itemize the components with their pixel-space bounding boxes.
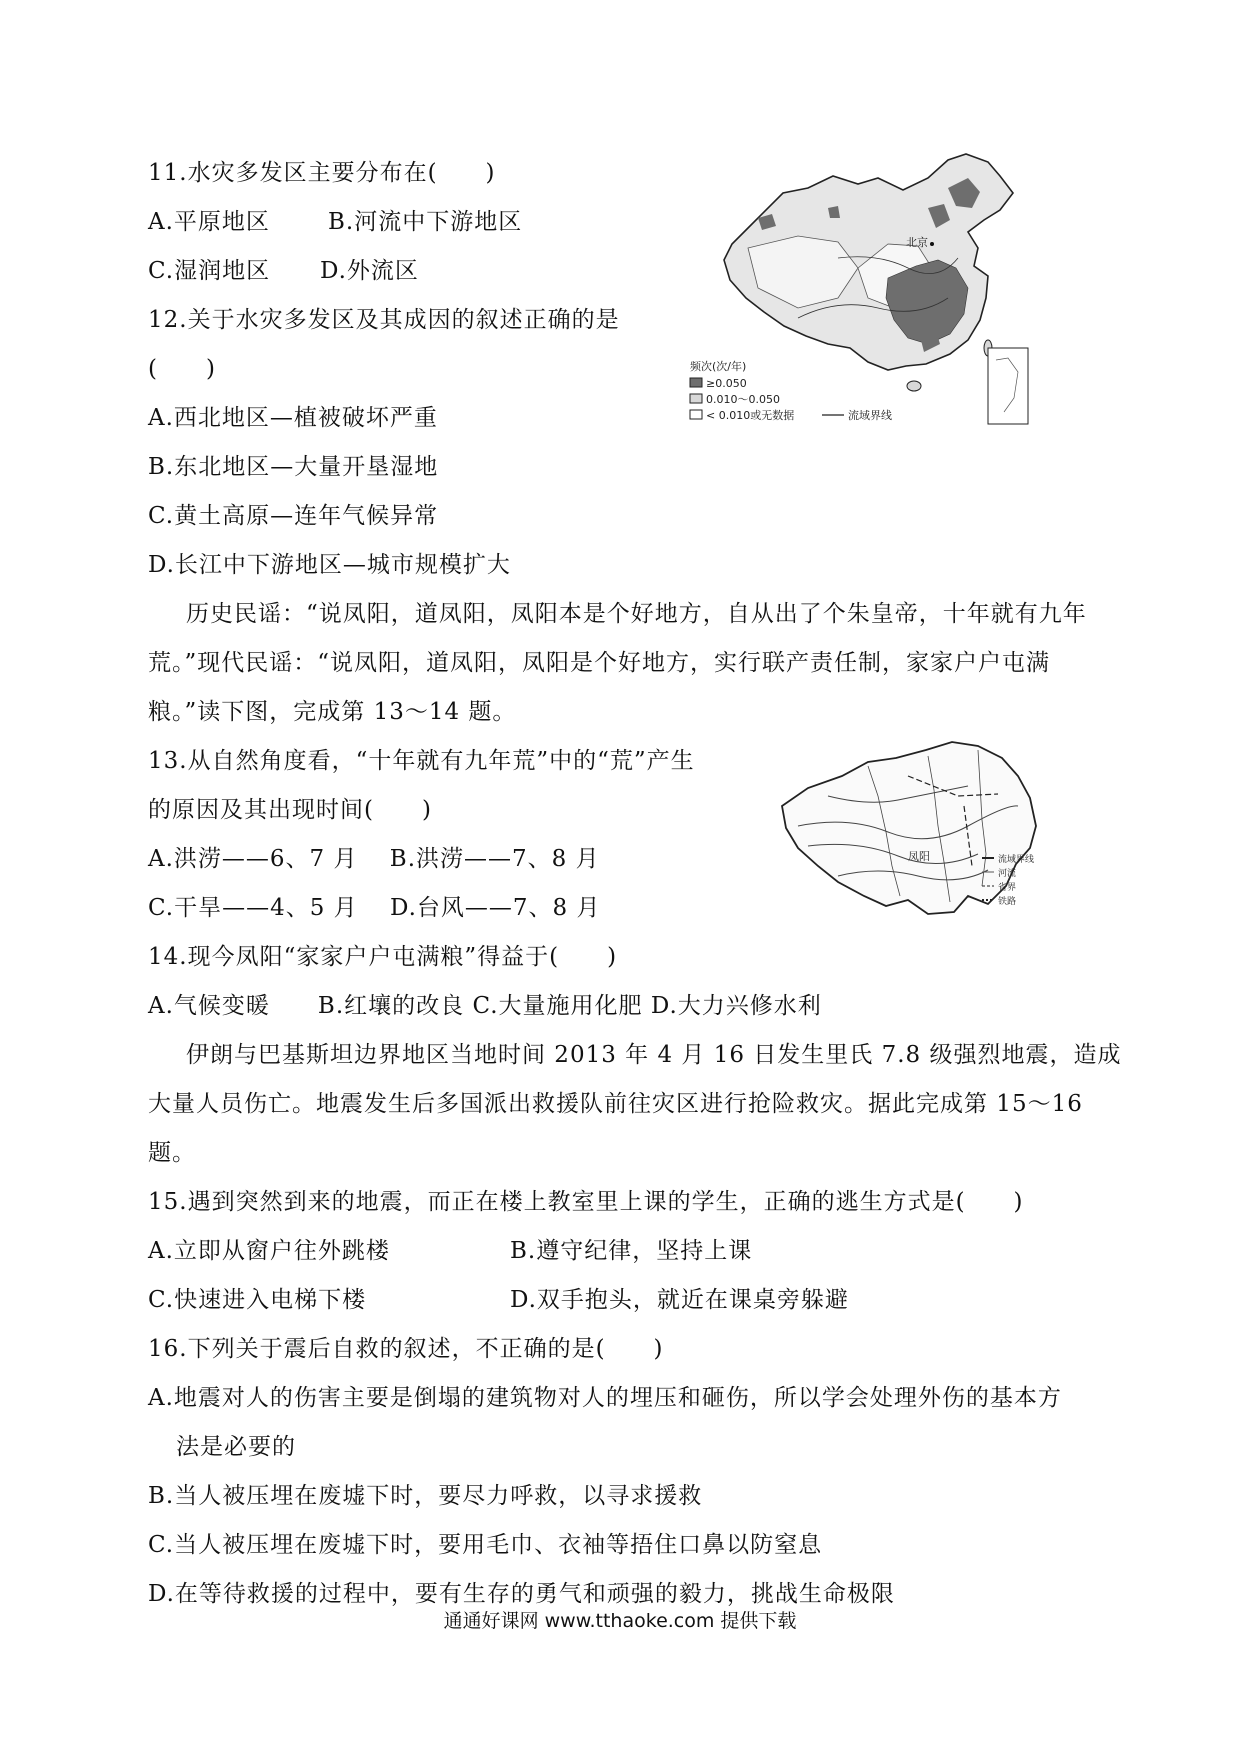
q11-stem: 11.水灾多发区主要分布在( ) — [148, 160, 496, 186]
q15-option-c: C.快速进入电梯下楼 — [148, 1287, 367, 1313]
q16-option-a-line1: A.地震对人的伤害主要是倒塌的建筑物对人的埋压和砸伤，所以学会处理外伤的基本方 — [148, 1385, 1062, 1411]
q11-option-d: D.外流区 — [320, 258, 419, 284]
q16-option-b: B.当人被压埋在废墟下时，要尽力呼救，以寻求援救 — [148, 1483, 703, 1509]
q16-stem: 16.下列关于震后自救的叙述，不正确的是( ) — [148, 1336, 664, 1362]
intro-13-14-line3: 粮。”读下图，完成第 13～14 题。 — [148, 699, 517, 725]
q16-option-d: D.在等待救援的过程中，要有生存的勇气和顽强的毅力，挑战生命极限 — [148, 1581, 895, 1607]
china-flood-frequency-map — [688, 148, 1066, 444]
q16-option-c: C.当人被压埋在废墟下时，要用毛巾、衣袖等捂住口鼻以防窒息 — [148, 1532, 823, 1558]
q12-option-c: C.黄土高原—连年气候异常 — [148, 503, 439, 529]
q11-option-a: A.平原地区 — [148, 209, 270, 235]
map2-legend-river: 河流 — [998, 869, 1017, 879]
q15-option-a: A.立即从窗户往外跳楼 — [148, 1238, 390, 1264]
map2-legend-province: 省界 — [998, 883, 1017, 893]
q12-option-b: B.东北地区—大量开垦湿地 — [148, 454, 439, 480]
legend-swatch-mid — [690, 394, 702, 403]
q15-option-d: D.双手抱头，就近在课桌旁躲避 — [510, 1287, 849, 1313]
map2-legend-basin: 流域界线 — [998, 855, 1035, 865]
q11-option-b: B.河流中下游地区 — [328, 209, 523, 235]
intro-13-14-line2: 荒。”现代民谣：“说凤阳，道凤阳，凤阳是个好地方，实行联产责任制，家家户户屯满 — [148, 650, 1051, 676]
q12-option-a: A.西北地区—植被破坏严重 — [148, 405, 438, 431]
q14-stem: 14.现今凤阳“家家户户屯满粮”得益于( ) — [148, 944, 618, 970]
q13-options-ab: A.洪涝——6、7 月 B.洪涝——7、8 月 — [148, 846, 600, 872]
q15-stem: 15.遇到突然到来的地震，而正在楼上教室里上课的学生，正确的逃生方式是( ) — [148, 1189, 1024, 1215]
intro-15-16-line2: 大量人员伤亡。地震发生后多国派出救援队前往灾区进行抢险救灾。据此完成第 15～16 — [148, 1091, 1083, 1117]
legend-swatch-high — [690, 378, 702, 387]
legend-item-low: < 0.010或无数据 — [706, 409, 795, 422]
fengyang-label: 凤阳 — [908, 850, 930, 863]
q13-options-cd: C.干旱——4、5 月 D.台风——7、8 月 — [148, 895, 601, 921]
intro-13-14-line1: 历史民谣：“说凤阳，道凤阳，凤阳本是个好地方，自从出了个朱皇帝，十年就有九年 — [186, 601, 1087, 627]
fengyang-basin-map — [768, 736, 1058, 928]
legend-boundary-label: 流域界线 — [848, 409, 892, 422]
map2-legend-railway: 铁路 — [998, 897, 1017, 907]
q14-options: A.气候变暖 B.红壤的改良 C.大量施用化肥 D.大力兴修水利 — [148, 993, 822, 1019]
q13-stem-line1: 13.从自然角度看，“十年就有九年荒”中的“荒”产生 — [148, 748, 695, 774]
q12-stem: 12.关于水灾多发区及其成因的叙述正确的是 — [148, 307, 620, 333]
q15-option-b: B.遵守纪律，坚持上课 — [510, 1238, 753, 1264]
q16-option-a-line2: 法是必要的 — [176, 1434, 296, 1460]
q12-option-d: D.长江中下游地区—城市规模扩大 — [148, 552, 511, 578]
beijing-label: 北京 — [906, 236, 928, 249]
q13-stem-line2: 的原因及其出现时间( ) — [148, 797, 432, 823]
intro-15-16-line1: 伊朗与巴基斯坦边界地区当地时间 2013 年 4 月 16 日发生里氏 7.8 级强烈地震，造成 — [186, 1042, 1122, 1068]
legend-swatch-low — [690, 410, 702, 419]
legend-item-mid: 0.010～0.050 — [706, 393, 780, 406]
intro-15-16-line3: 题。 — [148, 1140, 196, 1166]
q12-paren: ( ) — [148, 356, 216, 382]
footer-source: 通通好课网 www.tthaoke.com 提供下载 — [443, 1610, 797, 1632]
legend-title: 频次(次/年) — [690, 360, 747, 373]
legend-item-high: ≥0.050 — [706, 377, 747, 390]
q11-option-c: C.湿润地区 — [148, 258, 271, 284]
